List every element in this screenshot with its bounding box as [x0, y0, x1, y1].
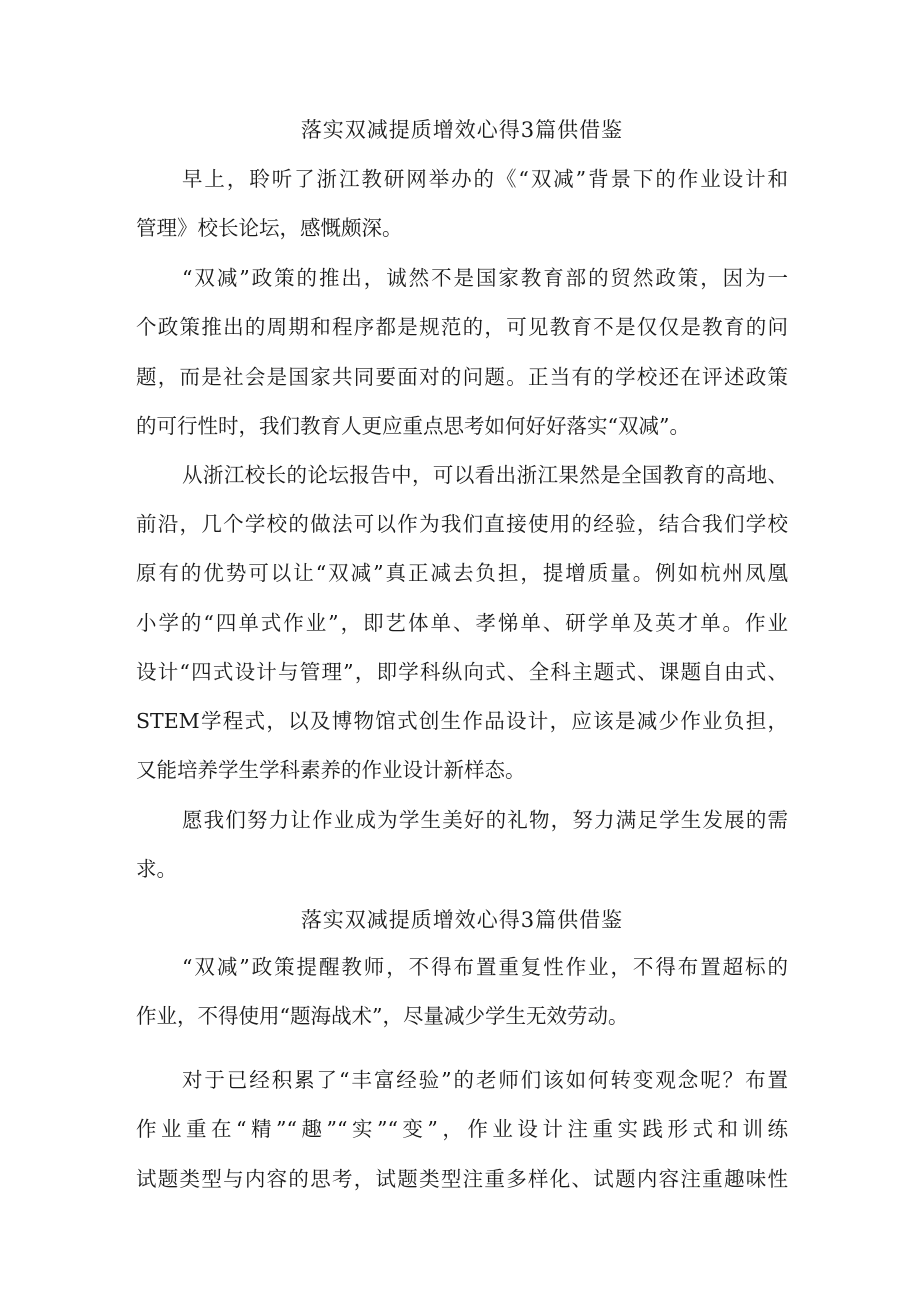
paragraph-line: 试题类型与内容的思考，试题类型注重多样化、试题内容注重趣味性	[136, 1167, 788, 1191]
paragraph-line: 前沿，几个学校的做法可以作为我们直接使用的经验，结合我们学校	[136, 512, 788, 536]
paragraph-line: 作业重在“精”“趣”“实”“变”，作业设计注重实践形式和训练	[136, 1117, 788, 1141]
paragraph-line: 早上，聆听了浙江教研网举办的《“双减”背景下的作业设计和	[182, 167, 788, 191]
paragraph-line: 求。	[136, 857, 177, 881]
section-2-title: 落实双减提质增效心得3篇供借鉴	[300, 908, 624, 932]
paragraph-line: 个政策推出的周期和程序都是规范的，可见教育不是仅仅是教育的问	[136, 315, 788, 339]
paragraph-line: 对于已经积累了“丰富经验”的老师们该如何转变观念呢？布置	[182, 1068, 788, 1092]
paragraph-line: “双减”政策的推出，诚然不是国家教育部的贸然政策，因为一	[182, 266, 788, 290]
paragraph-line: 又能培养学生学科素养的作业设计新样态。	[136, 758, 526, 782]
paragraph-line: 小学的“四单式作业”，即艺体单、孝悌单、研学单及英才单。作业	[136, 611, 788, 635]
paragraph-line: 设计“四式设计与管理”，即学科纵向式、全科主题式、课题自由式、	[136, 660, 788, 684]
paragraph-line: 的可行性时，我们教育人更应重点思考如何好好落实“双减”。	[136, 414, 690, 438]
paragraph-line: 作业，不得使用“题海战术”，尽量减少学生无效劳动。	[136, 1004, 629, 1028]
section-1-title: 落实双减提质增效心得3篇供借鉴	[300, 118, 624, 142]
paragraph-line: 愿我们努力让作业成为学生美好的礼物，努力满足学生发展的需	[182, 808, 788, 832]
paragraph-line: STEM学程式，以及博物馆式创生作品设计，应该是减少作业负担，	[136, 709, 788, 733]
paragraph-line: 从浙江校长的论坛报告中，可以看出浙江果然是全国教育的高地、	[182, 463, 788, 487]
paragraph-line: 原有的优势可以让“双减”真正减去负担，提增质量。例如杭州凤凰	[136, 561, 788, 585]
paragraph-line: 题，而是社会是国家共同要面对的问题。正当有的学校还在评述政策	[136, 365, 788, 389]
paragraph-line: 管理》校长论坛，感慨颇深。	[136, 216, 403, 240]
paragraph-line: “双减”政策提醒教师，不得布置重复性作业，不得布置超标的	[182, 955, 788, 979]
